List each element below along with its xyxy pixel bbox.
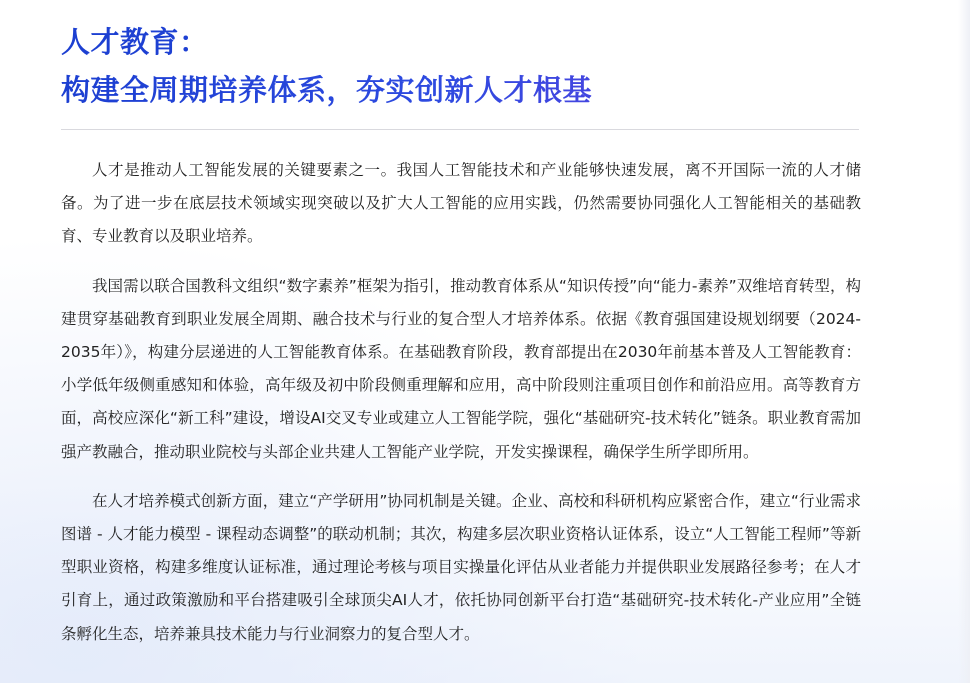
article-body — [61, 154, 861, 667]
page-edge-shadow — [958, 0, 970, 683]
heading-line-1: 人才教育： — [61, 18, 881, 66]
heading-line-2: 构建全周期培养体系，夯实创新人才根基 — [61, 66, 881, 114]
paragraph-1: 人才是推动人工智能发展的关键要素之一。我国人工智能技术和产业能够快速发展，离不开国际一流的人才储备。为了进一步在底层技术领域实现突破以及扩大人工智能的应用实践，仍然需要协同强化人工智能相关的基础教育、专业教育以及职业培养。 — [61, 161, 861, 246]
section-heading — [61, 18, 881, 114]
paragraph-3: 在人才培养模式创新方面，建立“产学研用”协同机制是关键。企业、高校和科研机构应紧密合作，建立“行业需求图谱 - 人才能力模型 - 课程动态调整”的联动机制；其次，构建多层次职业资格认证体系，设立“人工智能工程师”等新型职业资格，构建多维度认证标准，通过理论考核与项目实操量化评估从业者能力并提供职业发展路径参考；在人才引育上，通过政策激励和平台搭建吸引全球顶尖AI人才，依托协同创新平台打造“基础研究-技术转化-产业应用”全链条孵化生态，培养兼具技术能力与行业洞察力的复合型人才。 — [61, 491, 861, 643]
paragraph-2: 我国需以联合国教科文组织“数字素养”框架为指引，推动教育体系从“知识传授”向“能力-素养”双维培育转型，构建贯穿基础教育到职业发展全周期、融合技术与行业的复合型人才培养体系。依据《教育强国建设规划纲要（2024-2035年）》，构建分层递进的人工智能教育体系。在基础教育阶段，教育部提出在2030年前基本普及人工智能教育：小学低年级侧重感知和体验，高年级及初中阶段侧重理解和应用，高中阶段则注重项目创作和前沿应用。高等教育方面，高校应深化“新工科”建设，增设AI交叉专业或建立人工智能学院，强化“基础研究-技术转化”链条。职业教育需加强产教融合，推动职业院校与头部企业共建人工智能产业学院，开发实操课程，确保学生所学即所用。 — [61, 276, 861, 461]
heading-divider — [61, 129, 859, 130]
